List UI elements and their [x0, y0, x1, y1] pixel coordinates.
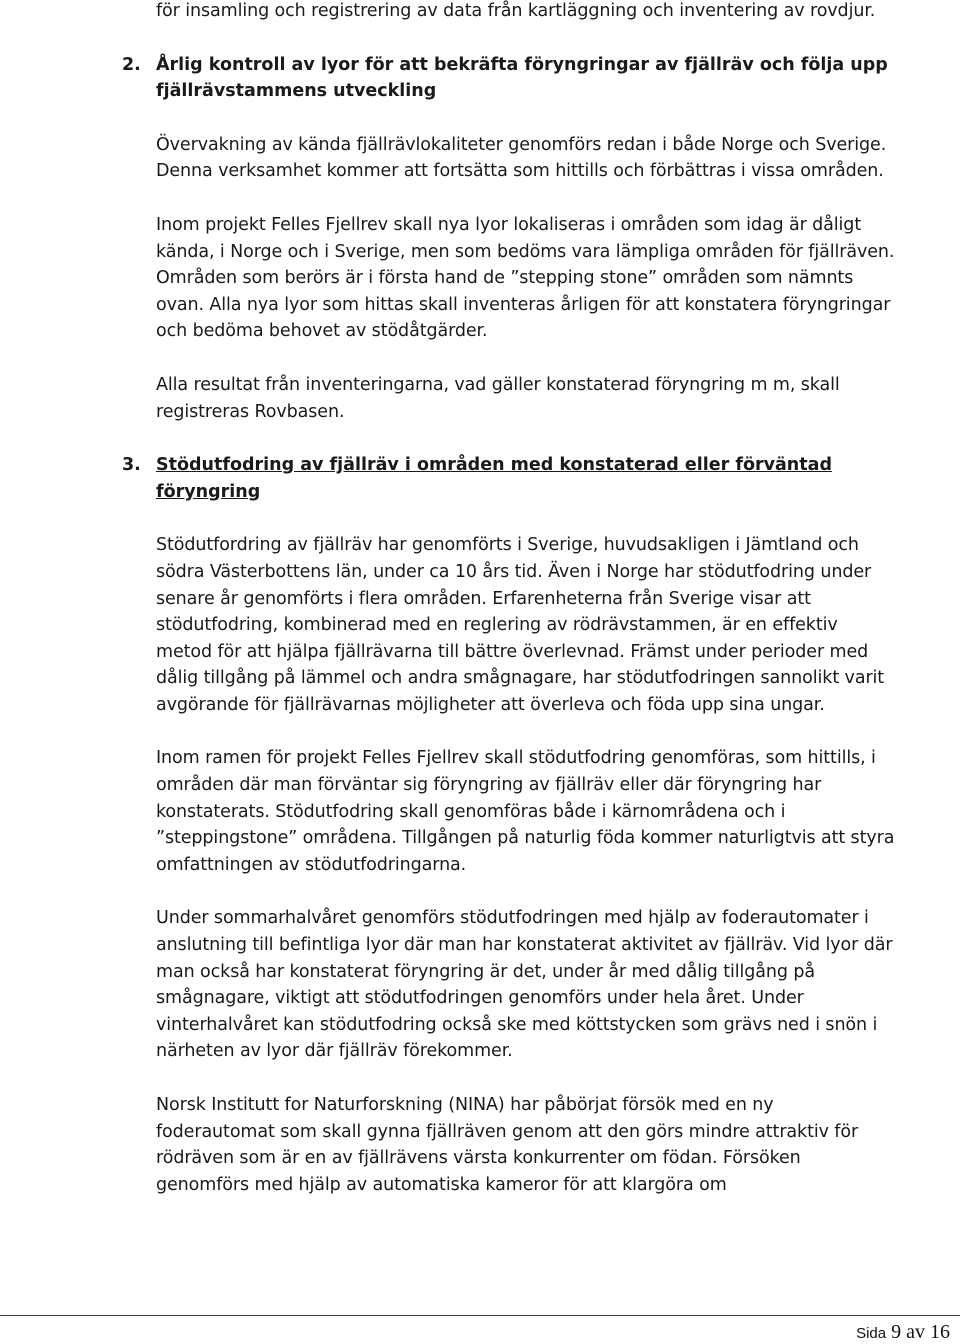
section-3-number: 3. [122, 455, 141, 476]
section-2-paragraph-1: Övervakning av kända fjällrävlokaliteter genomförs redan i både Norge och Sverige. Denna verksamhet kommer att fortsätta som hittills och förbättras i vissa områden. [156, 134, 887, 182]
section-2-title: Årlig kontroll av lyor för att bekräfta föryngringar av fjällräv och följa upp fjällrävstammens utveckling [156, 54, 888, 102]
intro-continuation: för insamling och registrering av data från kartläggning och inventering av rovdjur. [156, 1, 876, 21]
document-body [122, 0, 896, 1198]
footer-side-label: Sida [856, 1325, 887, 1342]
section-3-heading [122, 452, 896, 505]
footer-of-label: av [906, 1321, 925, 1343]
section-3-title: Stödutfodring av fjällräv i områden med konstaterad eller förväntad föryngring [156, 455, 832, 502]
footer-page-number: 9 [891, 1321, 902, 1343]
footer-total-pages: 16 [930, 1321, 950, 1343]
section-3-paragraph-3: Under sommarhalvåret genomförs stödutfodringen med hjälp av foderautomater i anslutning till befintliga lyor där man har konstaterat aktivitet av fjällräv. Vid lyor där man också har konstaterat föryngring är det, under år med dålig tillgång på smågnagare, viktigt att stödutfodringen genomförs under hela året. Under vinterhalvåret kan stödutfodring också ske med köttstycken som grävs ned i snön i närheten av lyor där fjällräv förekommer. [156, 908, 893, 1062]
section-3-paragraph-2: Inom ramen för projekt Felles Fjellrev skall stödutfodring genomföras, som hittills, i områden där man förväntar sig föryngring av fjällräv eller där föryngring har konstaterats. Stödutfodring skall genomföras både i kärnområdena och i ”steppingstone” områdena. Tillgången på naturlig föda kommer naturligtvis att styra omfattningen av stödutfodringarna. [156, 748, 895, 875]
section-2-heading [122, 52, 896, 105]
section-2-paragraph-3: Alla resultat från inventeringarna, vad gäller konstaterad föryngring m m, skall registreras Rovbasen. [156, 374, 840, 422]
footer-divider [0, 1315, 960, 1316]
page-footer [856, 1321, 950, 1344]
section-3-paragraph-1: Stödutfordring av fjällräv har genomförts i Sverige, huvudsakligen i Jämtland och södra Västerbottens län, under ca 10 års tid. Även i Norge har stödutfodring under senare år genomförts i flera områden. Erfarenheterna från Sverige visar att stödutfodring, kombinerad med en reglering av rödrävstammen, är en effektiv metod för att hjälpa fjällrävarna till bättre överlevnad. Främst under perioder med dålig tillgång på lämmel och andra smågnagare, har stödutfodringen sannolikt varit avgörande för fjällrävarnas möjligheter att överleva och föda upp sina ungar. [156, 535, 885, 715]
section-3-paragraph-4: Norsk Institutt for Naturforskning (NINA) har påbörjat försök med en ny foderautomat som skall gynna fjällräven genom att den görs mindre attraktiv för rödräven som är en av fjällrävens värsta konkurrenter om födan. Försöken genomförs med hjälp av automatiska kameror för att klargöra om [156, 1095, 859, 1195]
section-2-number: 2. [122, 54, 141, 75]
section-2-paragraph-2: Inom projekt Felles Fjellrev skall nya lyor lokaliseras i områden som idag är dåligt kända, i Norge och i Sverige, men som bedöms vara lämpliga områden för fjällräven. Områden som berörs är i första hand de ”stepping stone” områden som nämnts ovan. Alla nya lyor som hittas skall inventeras årligen för att konstatera föryngringar och bedöma behovet av stödåtgärder. [156, 214, 895, 342]
